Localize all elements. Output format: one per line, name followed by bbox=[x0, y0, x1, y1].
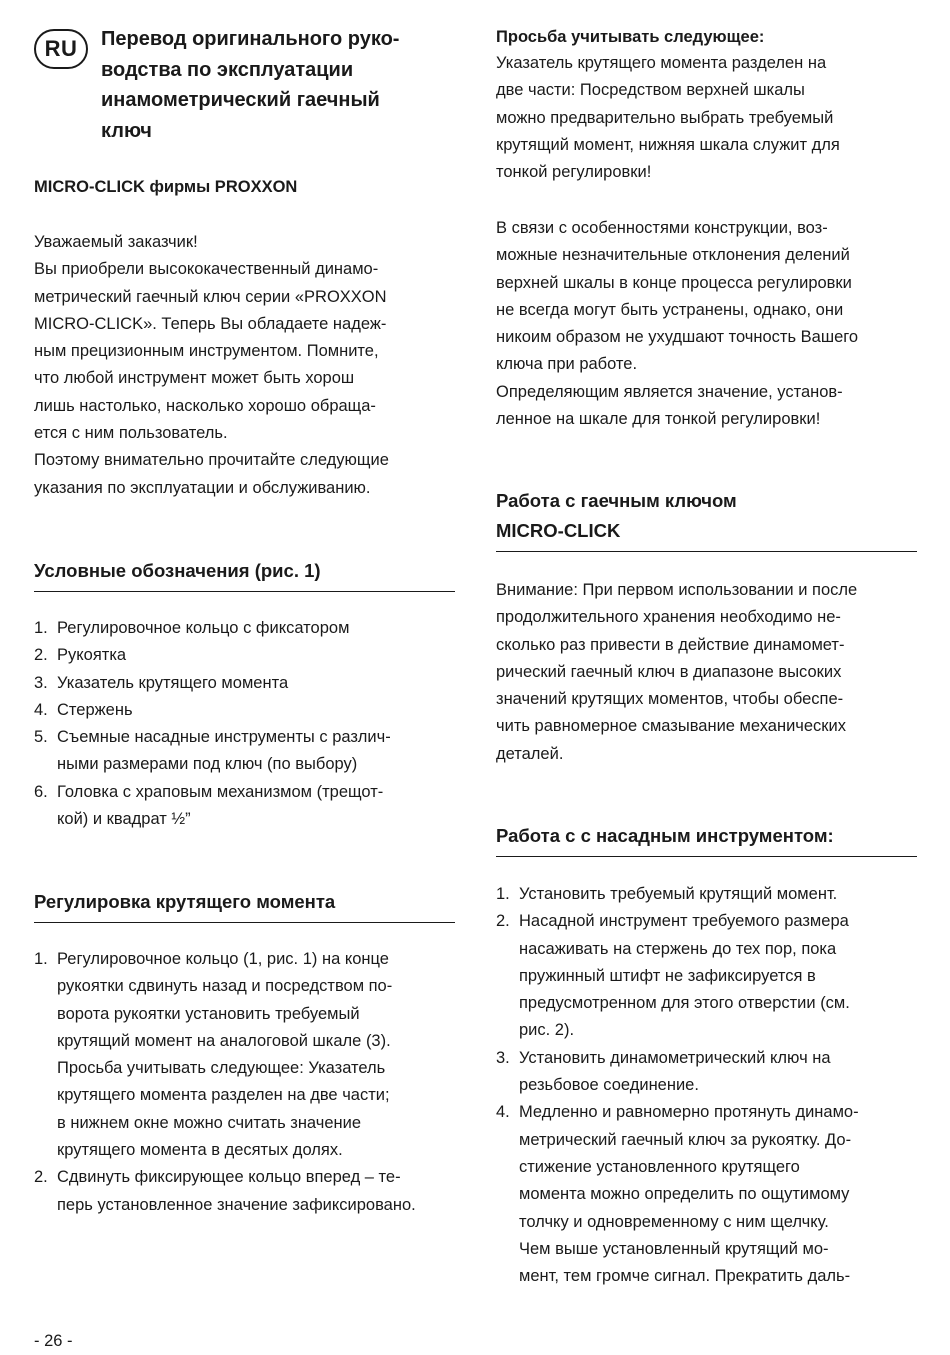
item-number: 2. bbox=[34, 1168, 48, 1187]
note-line: крутящий момент, нижняя шкала служит для bbox=[496, 135, 840, 154]
note-line: тонкой регулировки! bbox=[496, 163, 652, 182]
item-line: Регулировочное кольцо (1, рис. 1) на конце bbox=[57, 950, 389, 968]
item-number: 3. bbox=[34, 673, 48, 692]
note-line: Указатель крутящего момента разделен на bbox=[496, 54, 827, 72]
item-number: 1. bbox=[34, 619, 48, 637]
item-number: 4. bbox=[34, 700, 48, 719]
list-item bbox=[496, 908, 921, 1044]
heading-line: MICRO-CLICK bbox=[496, 520, 621, 541]
item-line: крутящий момент на аналоговой шкале (3). bbox=[57, 1031, 391, 1050]
torque-list bbox=[34, 946, 459, 1219]
torque-heading: Регулировка крутящего момента bbox=[34, 887, 455, 923]
work-line: деталей. bbox=[496, 744, 564, 763]
title-line: Перевод оригинального руко- bbox=[101, 28, 400, 50]
list-item bbox=[34, 670, 459, 697]
title-line: инамометрический гаечный bbox=[101, 89, 380, 111]
list-item bbox=[34, 724, 459, 779]
item-line: ворота рукоятки установить требуемый bbox=[57, 1004, 360, 1023]
item-line: предусмотренном для этого отверстии (см. bbox=[519, 994, 850, 1013]
work-line: значений крутящих моментов, чтобы обеспе- bbox=[496, 690, 844, 709]
intro-line: Вы приобрели высококачественный динамо- bbox=[34, 260, 379, 279]
list-item bbox=[34, 615, 459, 642]
greeting: Уважаемый заказчик! bbox=[34, 233, 198, 251]
item-line: ными размерами под ключ (по выбору) bbox=[57, 755, 358, 774]
item-line: Головка с храповым механизмом (трещот- bbox=[57, 782, 384, 801]
item-line: Насадной инструмент требуемого размера bbox=[519, 912, 849, 931]
note-line: В связи с особенностями конструкции, воз- bbox=[496, 219, 828, 237]
item-number: 2. bbox=[496, 912, 510, 931]
item-line: Просьба учитывать следующее: Указатель bbox=[57, 1059, 386, 1078]
item-line: Регулировочное кольцо с фиксатором bbox=[57, 619, 350, 637]
item-line: в нижнем окне можно считать значение bbox=[57, 1113, 362, 1132]
work-line: Внимание: При первом использовании и после bbox=[496, 581, 858, 599]
document-title bbox=[101, 24, 461, 146]
note-paragraph bbox=[496, 50, 921, 186]
heading-line: Работа с гаечным ключом bbox=[496, 490, 737, 511]
item-line: Съемные насадные инструменты с различ- bbox=[57, 728, 391, 747]
attach-list bbox=[496, 881, 921, 1290]
language-badge bbox=[34, 29, 88, 69]
product-subtitle: MICRO-CLICK фирмы PROXXON bbox=[34, 178, 298, 196]
legend-heading: Условные обозначения (рис. 1) bbox=[34, 556, 455, 592]
item-line: рис. 2). bbox=[519, 1021, 575, 1040]
note-line: верхней шкалы в конце процесса регулировки bbox=[496, 273, 852, 292]
note-line: можные незначительные отклонения делений bbox=[496, 246, 850, 265]
item-line: стижение установленного крутящего bbox=[519, 1157, 800, 1176]
item-line: Сдвинуть фиксирующее кольцо вперед – те- bbox=[57, 1168, 401, 1187]
intro-line: метрический гаечный ключ серии «PROXXON bbox=[34, 287, 387, 306]
work-heading bbox=[496, 486, 917, 552]
attach-heading: Работа с с насадным инструментом: bbox=[496, 821, 917, 857]
item-line: Указатель крутящего момента bbox=[57, 673, 289, 692]
item-number: 1. bbox=[34, 950, 48, 968]
item-number: 3. bbox=[496, 1048, 510, 1067]
list-item bbox=[496, 881, 921, 908]
item-line: Чем выше установленный крутящий мо- bbox=[519, 1239, 829, 1258]
item-line: Установить требуемый крутящий момент. bbox=[519, 885, 838, 903]
note-line: можно предварительно выбрать требуемый bbox=[496, 108, 834, 127]
list-item bbox=[34, 697, 459, 724]
work-paragraph bbox=[496, 577, 921, 768]
legend-list bbox=[34, 615, 459, 833]
intro-line: лишь настолько, насколько хорошо обраща- bbox=[34, 396, 376, 415]
item-line: мент, тем громче сигнал. Прекратить даль- bbox=[519, 1267, 851, 1286]
item-line: толчку и одновременному с ним щелчку. bbox=[519, 1212, 829, 1231]
item-line: Установить динамометрический ключ на bbox=[519, 1048, 831, 1067]
item-line: насаживать на стержень до тех пор, пока bbox=[519, 939, 837, 958]
title-line: ключ bbox=[101, 119, 152, 142]
language-badge-label: RU bbox=[44, 36, 78, 61]
item-line: Рукоятка bbox=[57, 646, 127, 665]
intro-line: ется с ним пользователь. bbox=[34, 424, 228, 443]
note-line: никоим образом не ухудшают точность Вашего bbox=[496, 328, 859, 347]
intro-line: ным прецизионным инструментом. Помните, bbox=[34, 342, 379, 361]
item-line: крутящего момента в десятых долях. bbox=[57, 1141, 343, 1160]
note-paragraph-2 bbox=[496, 215, 921, 433]
item-number: 5. bbox=[34, 728, 48, 747]
item-line: резьбовое соединение. bbox=[519, 1076, 699, 1095]
work-line: чить равномерное смазывание механических bbox=[496, 717, 846, 736]
work-line: продолжительного хранения необходимо не- bbox=[496, 608, 841, 627]
list-item bbox=[496, 1099, 921, 1290]
note-line: не всегда могут быть устранены, однако, они bbox=[496, 300, 844, 319]
page-number: - 26 - bbox=[34, 1332, 73, 1350]
intro-line: Поэтому внимательно прочитайте следующие bbox=[34, 451, 389, 470]
item-line: рукоятки сдвинуть назад и посредством по- bbox=[57, 977, 393, 996]
intro-line: что любой инструмент может быть хорош bbox=[34, 369, 355, 388]
item-number: 1. bbox=[496, 885, 510, 903]
item-number: 2. bbox=[34, 646, 48, 665]
list-item bbox=[34, 779, 459, 834]
item-line: метрический гаечный ключ за рукоятку. До- bbox=[519, 1130, 852, 1149]
note-line: Определяющим является значение, установ- bbox=[496, 382, 843, 401]
list-item bbox=[34, 642, 459, 669]
item-line: кой) и квадрат ½” bbox=[57, 810, 191, 829]
note-line: две части: Посредством верхней шкалы bbox=[496, 81, 805, 100]
intro-paragraph bbox=[34, 229, 459, 502]
work-line: сколько раз привести в действие динамомет- bbox=[496, 635, 845, 654]
list-item bbox=[34, 1164, 459, 1219]
intro-line: MICRO-CLICK». Теперь Вы обладаете надеж- bbox=[34, 314, 387, 333]
intro-line: указания по эксплуатации и обслуживанию. bbox=[34, 478, 371, 497]
work-line: рический гаечный ключ в диапазоне высоких bbox=[496, 662, 842, 681]
note-line: ленное на шкале для тонкой регулировки! bbox=[496, 410, 821, 429]
item-line: момента можно определить по ощутимому bbox=[519, 1185, 850, 1204]
item-line: пружинный штифт не зафиксируется в bbox=[519, 966, 816, 985]
title-line: водства по эксплуатации bbox=[101, 58, 354, 81]
item-line: Стержень bbox=[57, 700, 133, 719]
item-number: 6. bbox=[34, 782, 48, 801]
item-line: крутящего момента разделен на две части; bbox=[57, 1086, 390, 1105]
note-line: ключа при работе. bbox=[496, 355, 638, 374]
list-item bbox=[496, 1045, 921, 1100]
item-number: 4. bbox=[496, 1103, 510, 1122]
item-line: перь установленное значение зафиксировано. bbox=[57, 1195, 416, 1214]
note-heading: Просьба учитывать следующее: bbox=[496, 28, 765, 46]
item-line: Медленно и равномерно протянуть динамо- bbox=[519, 1103, 859, 1122]
list-item bbox=[34, 946, 459, 1164]
